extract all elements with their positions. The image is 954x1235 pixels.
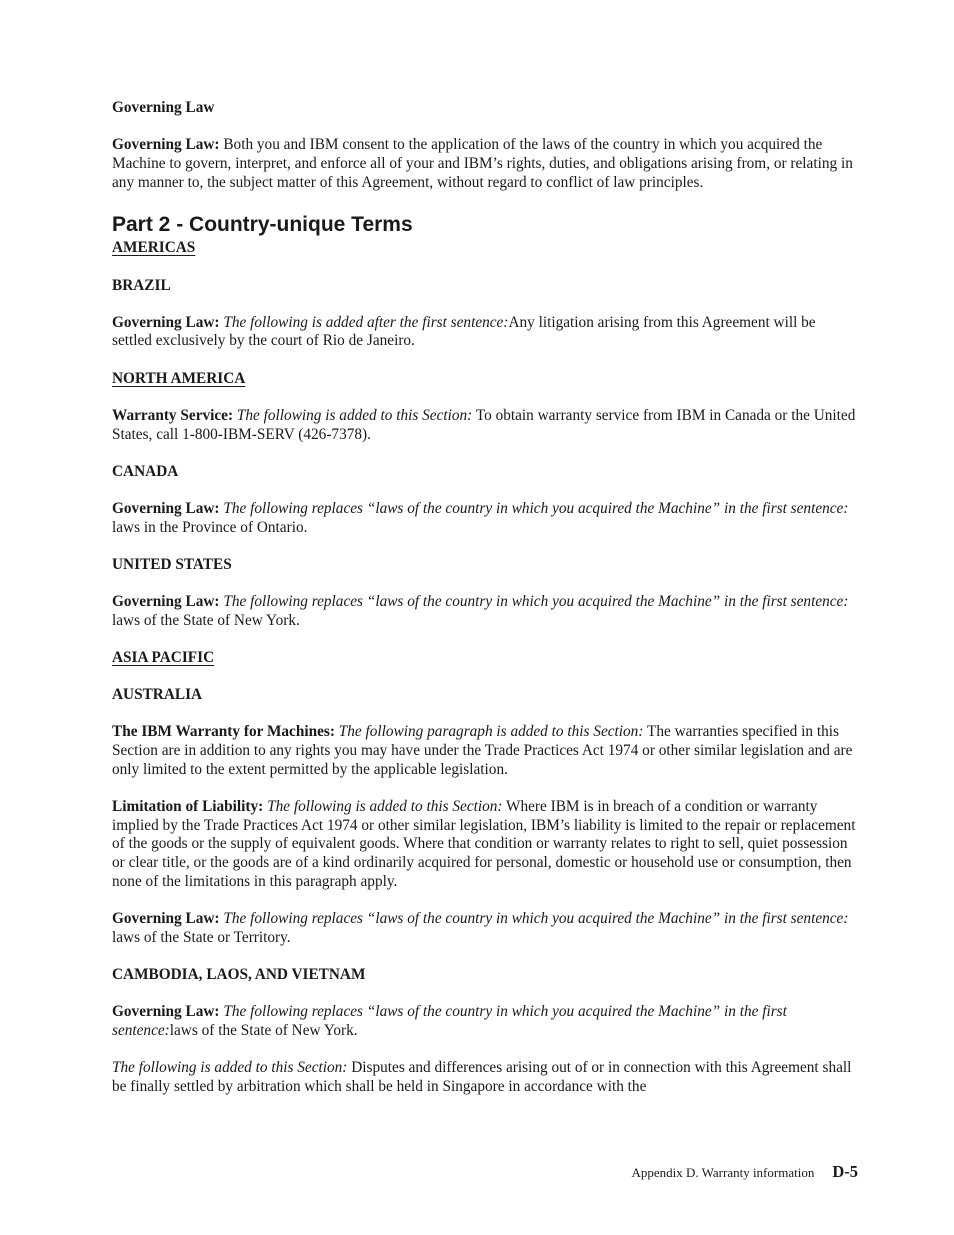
paragraph-australia-liability: [112, 798, 857, 892]
instruction-text: The following replaces “laws of the country in which you acquired the Machine” in the first sentence:: [112, 1003, 787, 1039]
region-heading-north-america: NORTH AMERICA: [112, 369, 246, 387]
term-label: The IBM Warranty for Machines:: [112, 723, 335, 741]
term-label: Warranty Service:: [112, 406, 234, 424]
country-heading-australia: AUSTRALIA: [112, 686, 203, 704]
paragraph-text: laws in the Province of Ontario.: [112, 518, 308, 536]
paragraph-text: laws of the State of New York.: [169, 1021, 358, 1039]
term-label: Governing Law:: [112, 1003, 220, 1021]
paragraph-text: To obtain warranty service from IBM in Canada or the United States, call 1-800-IBM-SERV (426-7378).: [112, 406, 856, 443]
paragraph-text: Where IBM is in breach of a condition or warranty implied by the Trade Practices Act 1974 or other similar legislation, IBM’s liability is limited to the repair or replacement of the goods or the supply of equivalent goods. Where that condition or warranty relates to right to sell, quiet possession or clear title, or the goods are of a kind ordinarily acquired for personal, domestic or household use or consumption, then none of the limitations in this paragraph apply.: [112, 797, 856, 890]
term-label: Limitation of Liability:: [112, 797, 264, 815]
term-label: Governing Law:: [112, 313, 220, 331]
instruction-text: The following replaces “laws of the country in which you acquired the Machine” in the first sentence:: [219, 593, 849, 611]
page-footer: [631, 1163, 858, 1183]
page-number: D-5: [832, 1162, 858, 1181]
term-label: Governing Law:: [112, 593, 220, 611]
instruction-text: The following replaces “laws of the country in which you acquired the Machine” in the first sentence:: [219, 909, 849, 927]
paragraph-text: laws of the State of New York.: [112, 611, 300, 629]
paragraph-brazil-law: [112, 314, 857, 351]
paragraph-text: laws of the State or Territory.: [112, 928, 291, 946]
paragraph-text: Both you and IBM consent to the application of the laws of the country in which you acquired the Machine to govern, interpret, and enforce all of your and IBM’s rights, duties, and obligations arising from, or relating in any manner to, the subject matter of this Agreement, without regard to conflict of law principles.: [112, 136, 853, 191]
paragraph-us-law: [112, 593, 857, 630]
paragraph-cambodia-law: [112, 1003, 857, 1040]
region-heading-americas: AMERICAS: [112, 239, 196, 257]
instruction-text: The following is added to this Section:: [233, 406, 473, 424]
country-heading-united-states: UNITED STATES: [112, 555, 232, 573]
paragraph-australia-warranty: [112, 723, 857, 779]
paragraph-cambodia-arbitration: [112, 1059, 857, 1096]
paragraph-text: Any litigation arising from this Agreement will be settled exclusively by the court of Rio de Janeiro.: [112, 313, 816, 350]
region-heading-asia-pacific: ASIA PACIFIC: [112, 648, 215, 666]
instruction-text: The following replaces “laws of the country in which you acquired the Machine” in the first sentence:: [219, 499, 849, 517]
paragraph-australia-law: [112, 910, 857, 947]
instruction-text: The following is added to this Section:: [263, 797, 503, 815]
country-heading-brazil: BRAZIL: [112, 276, 171, 294]
term-label: Governing Law:: [112, 909, 220, 927]
paragraph-governing-law: [112, 136, 857, 192]
paragraph-canada-law: [112, 500, 857, 537]
term-label: Governing Law:: [112, 499, 220, 517]
instruction-text: The following paragraph is added to this Section:: [334, 723, 644, 741]
term-label: Governing Law:: [112, 136, 220, 154]
country-heading-canada: CANADA: [112, 462, 179, 480]
part-title: Part 2 - Country-unique Terms: [112, 213, 413, 237]
instruction-text: The following is added after the first sentence:: [219, 313, 509, 331]
section-heading-governing-law: Governing Law: [112, 99, 215, 116]
paragraph-text: Disputes and differences arising out of or in connection with this Agreement shall be finally settled by arbitration which shall be held in Singapore in accordance with the: [112, 1059, 852, 1095]
footer-label: Appendix D. Warranty information: [631, 1165, 815, 1180]
instruction-text: The following is added to this Section:: [112, 1059, 348, 1076]
paragraph-warranty-service: [112, 407, 857, 444]
country-heading-cambodia-laos-vietnam: CAMBODIA, LAOS, AND VIETNAM: [112, 965, 366, 983]
document-body: [112, 99, 857, 1096]
paragraph-text: The warranties specified in this Section are in addition to any rights you may have under the Trade Practices Act 1974 or other similar legislation and are only limited to the extent permitted by the applicable legislation.: [112, 723, 853, 778]
